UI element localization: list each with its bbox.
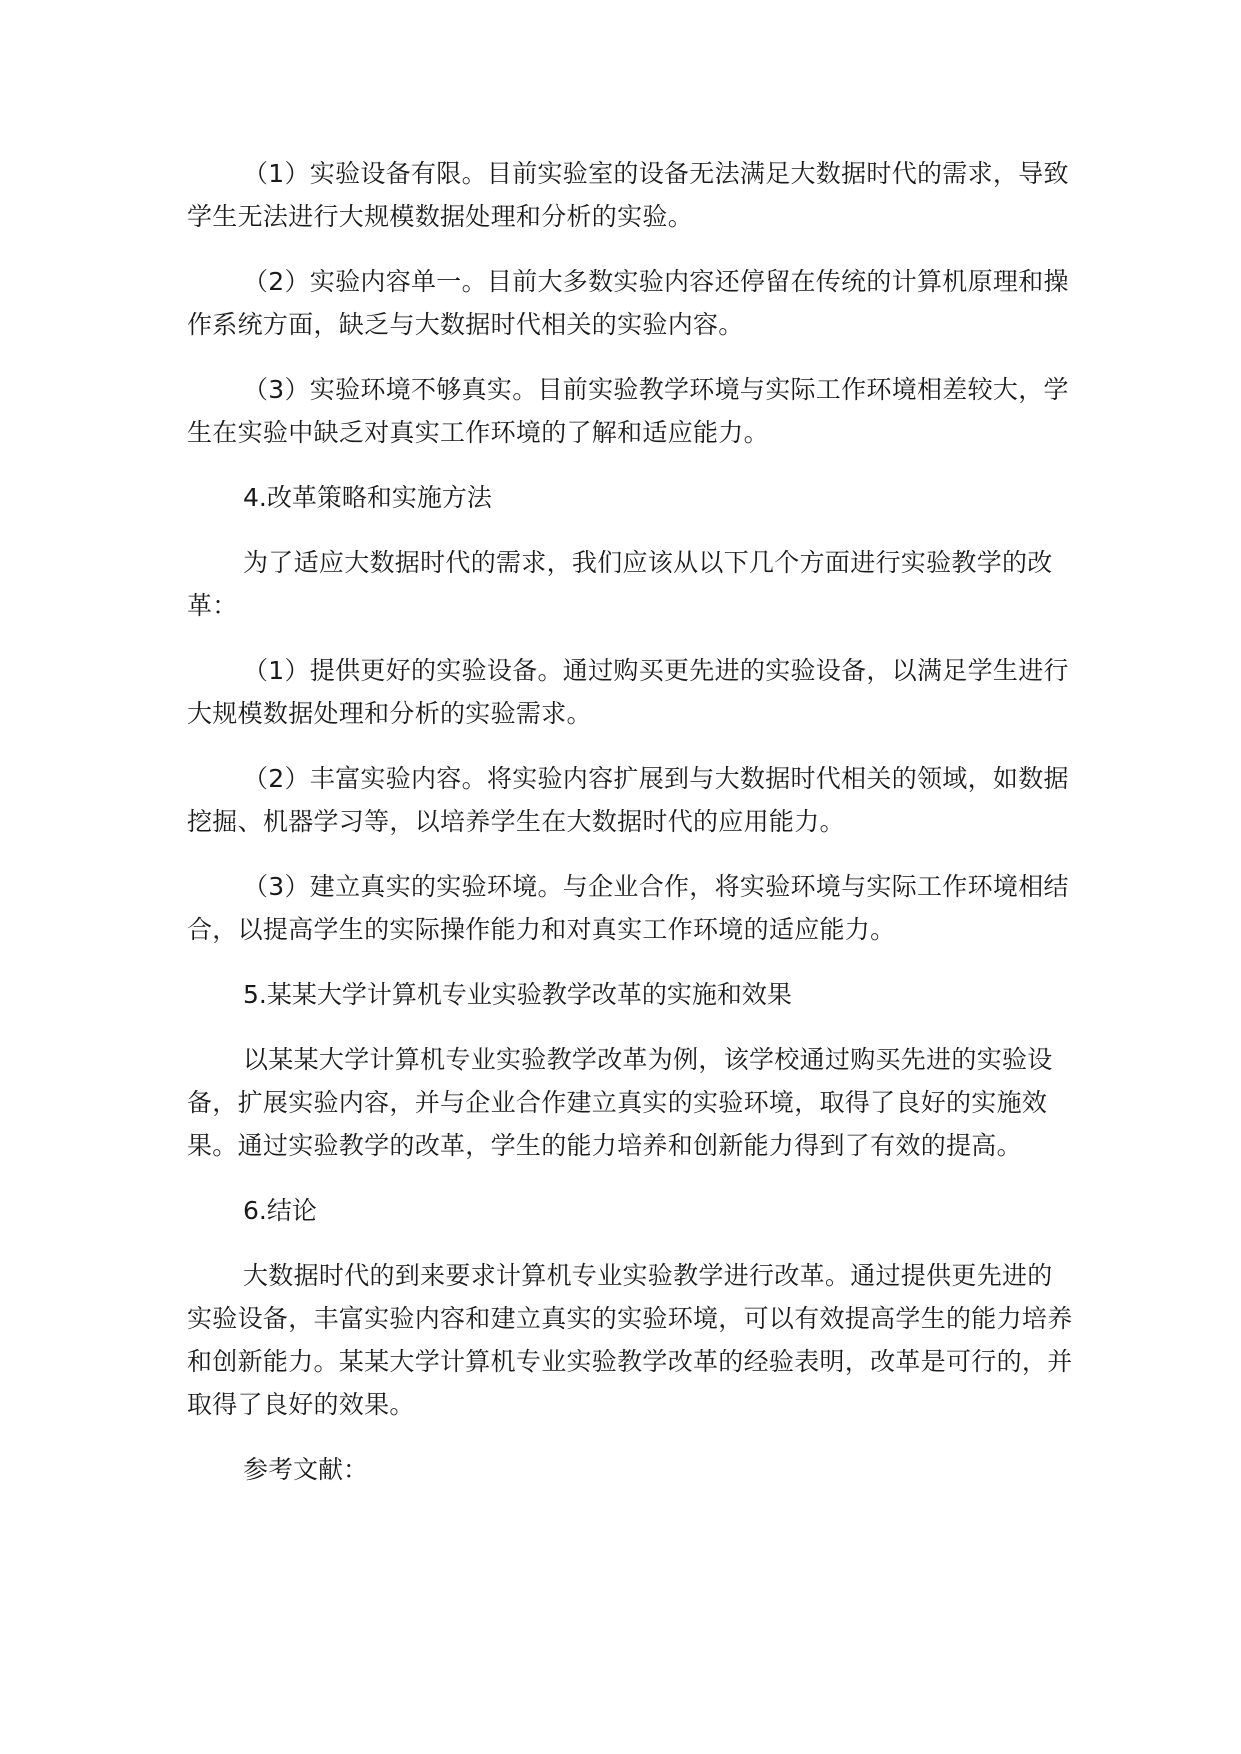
paragraph-conclusion: 大数据时代的到来要求计算机专业实验教学进行改革。通过提供更先进的实验设备，丰富实验内容和建立真实的实验环境，可以有效提高学生的能力培养和创新能力。某某大学计算机专业实验教学改革的经验表明，改革是可行的，并取得了良好的效果。 <box>187 1261 1073 1419</box>
paragraph-case-study: 以某某大学计算机专业实验教学改革为例，该学校通过购买先进的实验设备，扩展实验内容，并与企业合作建立真实的实验环境，取得了良好的实施效果。通过实验教学的改革，学生的能力培养和创新能力得到了有效的提高。 <box>187 1045 1053 1160</box>
paragraph-reform-environment: （3）建立真实的实验环境。与企业合作，将实验环境与实际工作环境相结合，以提高学生的实际操作能力和对真实工作环境的适应能力。 <box>187 872 1069 944</box>
paragraph-reform-content: （2）丰富实验内容。将实验内容扩展到与大数据时代相关的领域，如数据挖掘、机器学习等，以培养学生在大数据时代的应用能力。 <box>187 764 1069 836</box>
section-heading-conclusion: 6.结论 <box>243 1196 317 1225</box>
paragraph-reform-equipment: （1）提供更好的实验设备。通过购买更先进的实验设备，以满足学生进行大规模数据处理和分析的实验需求。 <box>187 656 1069 728</box>
section-heading-references: 参考文献： <box>243 1455 369 1484</box>
paragraph-issue-equipment: （1）实验设备有限。目前实验室的设备无法满足大数据时代的需求，导致学生无法进行大规模数据处理和分析的实验。 <box>187 159 1069 231</box>
section-heading-case-study: 5.某某大学计算机专业实验教学改革的实施和效果 <box>243 980 792 1009</box>
document-body <box>187 152 1073 1513</box>
section-heading-reform-strategy: 4.改革策略和实施方法 <box>243 483 492 512</box>
paragraph-issue-content: （2）实验内容单一。目前大多数实验内容还停留在传统的计算机原理和操作系统方面，缺乏与大数据时代相关的实验内容。 <box>187 267 1069 339</box>
paragraph-issue-environment: （3）实验环境不够真实。目前实验教学环境与实际工作环境相差较大，学生在实验中缺乏对真实工作环境的了解和适应能力。 <box>187 375 1069 447</box>
paragraph-reform-intro: 为了适应大数据时代的需求，我们应该从以下几个方面进行实验教学的改革： <box>187 548 1053 620</box>
